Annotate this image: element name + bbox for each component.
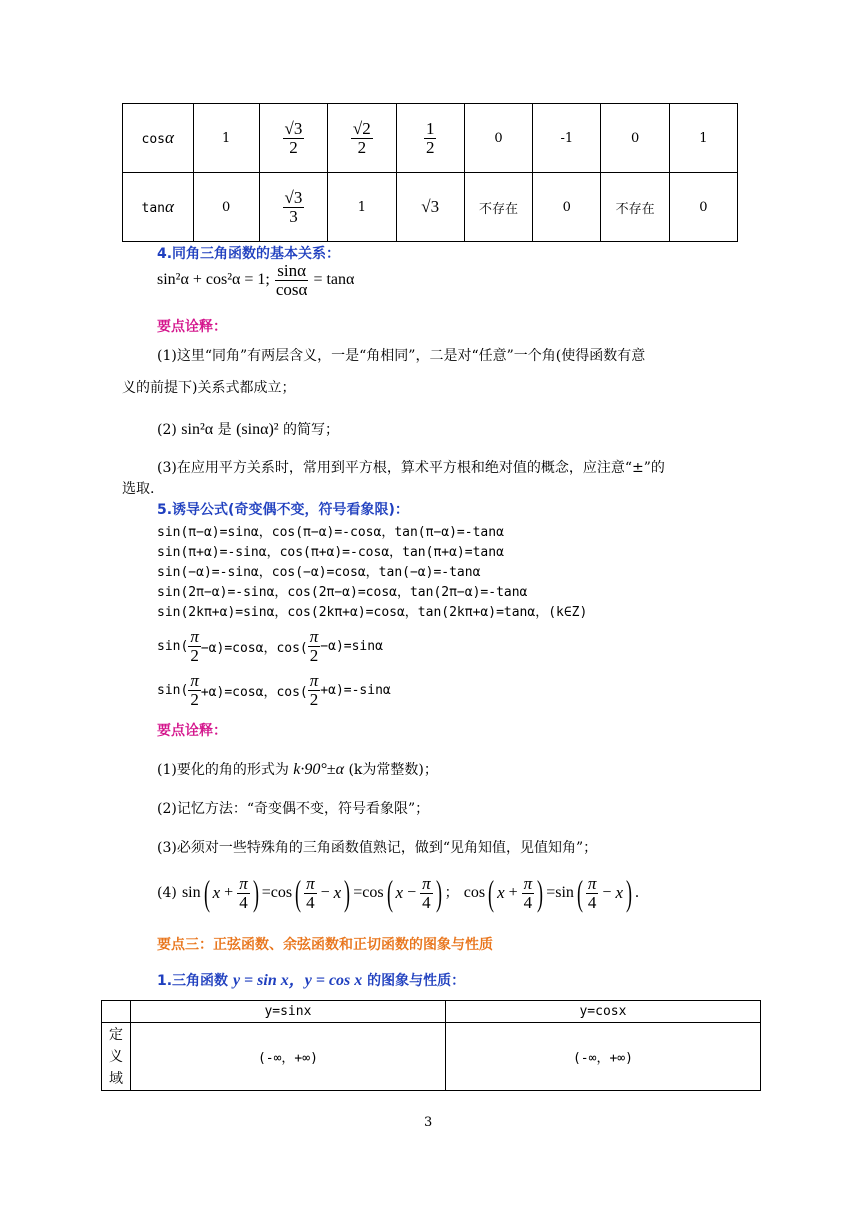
domain-sin: (-∞，+∞) [130, 1023, 445, 1091]
cell: 0 [533, 173, 601, 242]
col-header-cos: y=cosx [445, 1001, 760, 1023]
formula-line-frac: sin( $\frac{\pi}{2}$ −α)=cosα，cos( $\frac{\pi}{2}$ −α)=sinα [157, 627, 383, 665]
formula-fraction: $\frac{\sin\alpha}{\cos\alpha}$ [275, 261, 308, 299]
cell: 不存在 [464, 173, 532, 242]
formula-line: sin(π−α)=sinα，cos(π−α)=-cosα，tan(π−α)=-tanα [157, 525, 504, 540]
cell: 1 [328, 173, 396, 242]
row-label-domain: 定 义 域 [102, 1023, 131, 1091]
note-text: (2)记忆方法：“奇变偶不变，符号看象限”； [157, 801, 430, 817]
cell: 0 [601, 104, 669, 173]
formula-left: sin²α + cos²α = 1; [157, 271, 270, 289]
props-table [101, 1000, 761, 1091]
identity-formula [157, 262, 354, 299]
note4-identity: (4) sin ( x + $\frac{\pi}{4}$ ) = cos ( $\frac{\pi}{4}$ − x ) = cos ( x − $\frac{\pi}{4}$ ) ； cos ( x + $\frac{\pi}{4}$ ) = sin ( $\frac{\pi}{4}$ − x ) . [157, 873, 639, 913]
page-number: 3 [424, 1115, 433, 1130]
cell: 0 [669, 173, 737, 242]
cell: -1 [533, 104, 601, 173]
row-label-cos: cosα [123, 104, 194, 173]
cell-frac: $\frac{1}{2}$ [396, 104, 464, 173]
formula-line: sin(−α)=-sinα，cos(−α)=cosα，tan(−α)=-tanα [157, 565, 481, 580]
formula-line: sin(π+α)=-sinα，cos(π+α)=-cosα，tan(π+α)=tanα [157, 545, 504, 560]
note-heading: 要点诠释： [157, 319, 227, 335]
formula-line: sin(2kπ+α)=sinα，cos(2kπ+α)=cosα，tan(2kπ+α)=tanα，(k∈Z) [157, 605, 588, 620]
formula-line-frac: sin( $\frac{\pi}{2}$ +α)=cosα，cos( $\frac{\pi}{2}$ +α)=-sinα [157, 671, 391, 709]
note-text: 选取. [122, 481, 155, 497]
note-text: (1)这里“同角”有两层含义，一是“角相同”，二是对“任意”一个角(使得函数有意 [157, 348, 646, 364]
cell-sqrt: √3 [396, 173, 464, 242]
cell: 1 [193, 104, 259, 173]
note-text: (3)在应用平方关系时，常用到平方根，算术平方根和绝对值的概念，应注意“±”的 [157, 460, 665, 476]
row-label-tan: tanα [123, 173, 194, 242]
cell: 不存在 [601, 173, 669, 242]
corner-cell [102, 1001, 131, 1023]
domain-cos: (-∞，+∞) [445, 1023, 760, 1091]
cell: 1 [669, 104, 737, 173]
trig-values-table [122, 103, 738, 242]
note-text: (1)要化的角的形式为 k·90°±α (k为常整数)； [157, 761, 438, 778]
formula-line: sin(2π−α)=-sinα，cos(2π−α)=cosα，tan(2π−α)=-tanα [157, 585, 528, 600]
note-text: (3)必须对一些特殊角的三角函数值熟记，做到“见角知值，见值知角”； [157, 840, 598, 856]
note-heading: 要点诠释： [157, 723, 227, 739]
formula-right: = tanα [313, 271, 355, 289]
col-header-sin: y=sinx [130, 1001, 445, 1023]
section4-heading: 4.同角三角函数的基本关系： [157, 246, 341, 262]
keypoint3-heading: 要点三：正弦函数、余弦函数和正切函数的图象与性质 [157, 937, 493, 953]
cell-frac: $\frac{√3}{3}$ [259, 173, 327, 242]
note-text: 义的前提下)关系式都成立； [122, 380, 296, 396]
cell-frac: $\frac{√3}{2}$ [259, 104, 327, 173]
cell-frac: $\frac{√2}{2}$ [328, 104, 396, 173]
cell: 0 [464, 104, 532, 173]
section5-heading: 5.诱导公式(奇变偶不变，符号看象限)： [157, 502, 409, 518]
note-text: (2) sin²α 是 (sinα)² 的简写； [157, 421, 340, 438]
keypoint3-subheading: 1.三角函数 y = sin x，y = cos x 的图象与性质： [157, 972, 466, 989]
cell: 0 [193, 173, 259, 242]
